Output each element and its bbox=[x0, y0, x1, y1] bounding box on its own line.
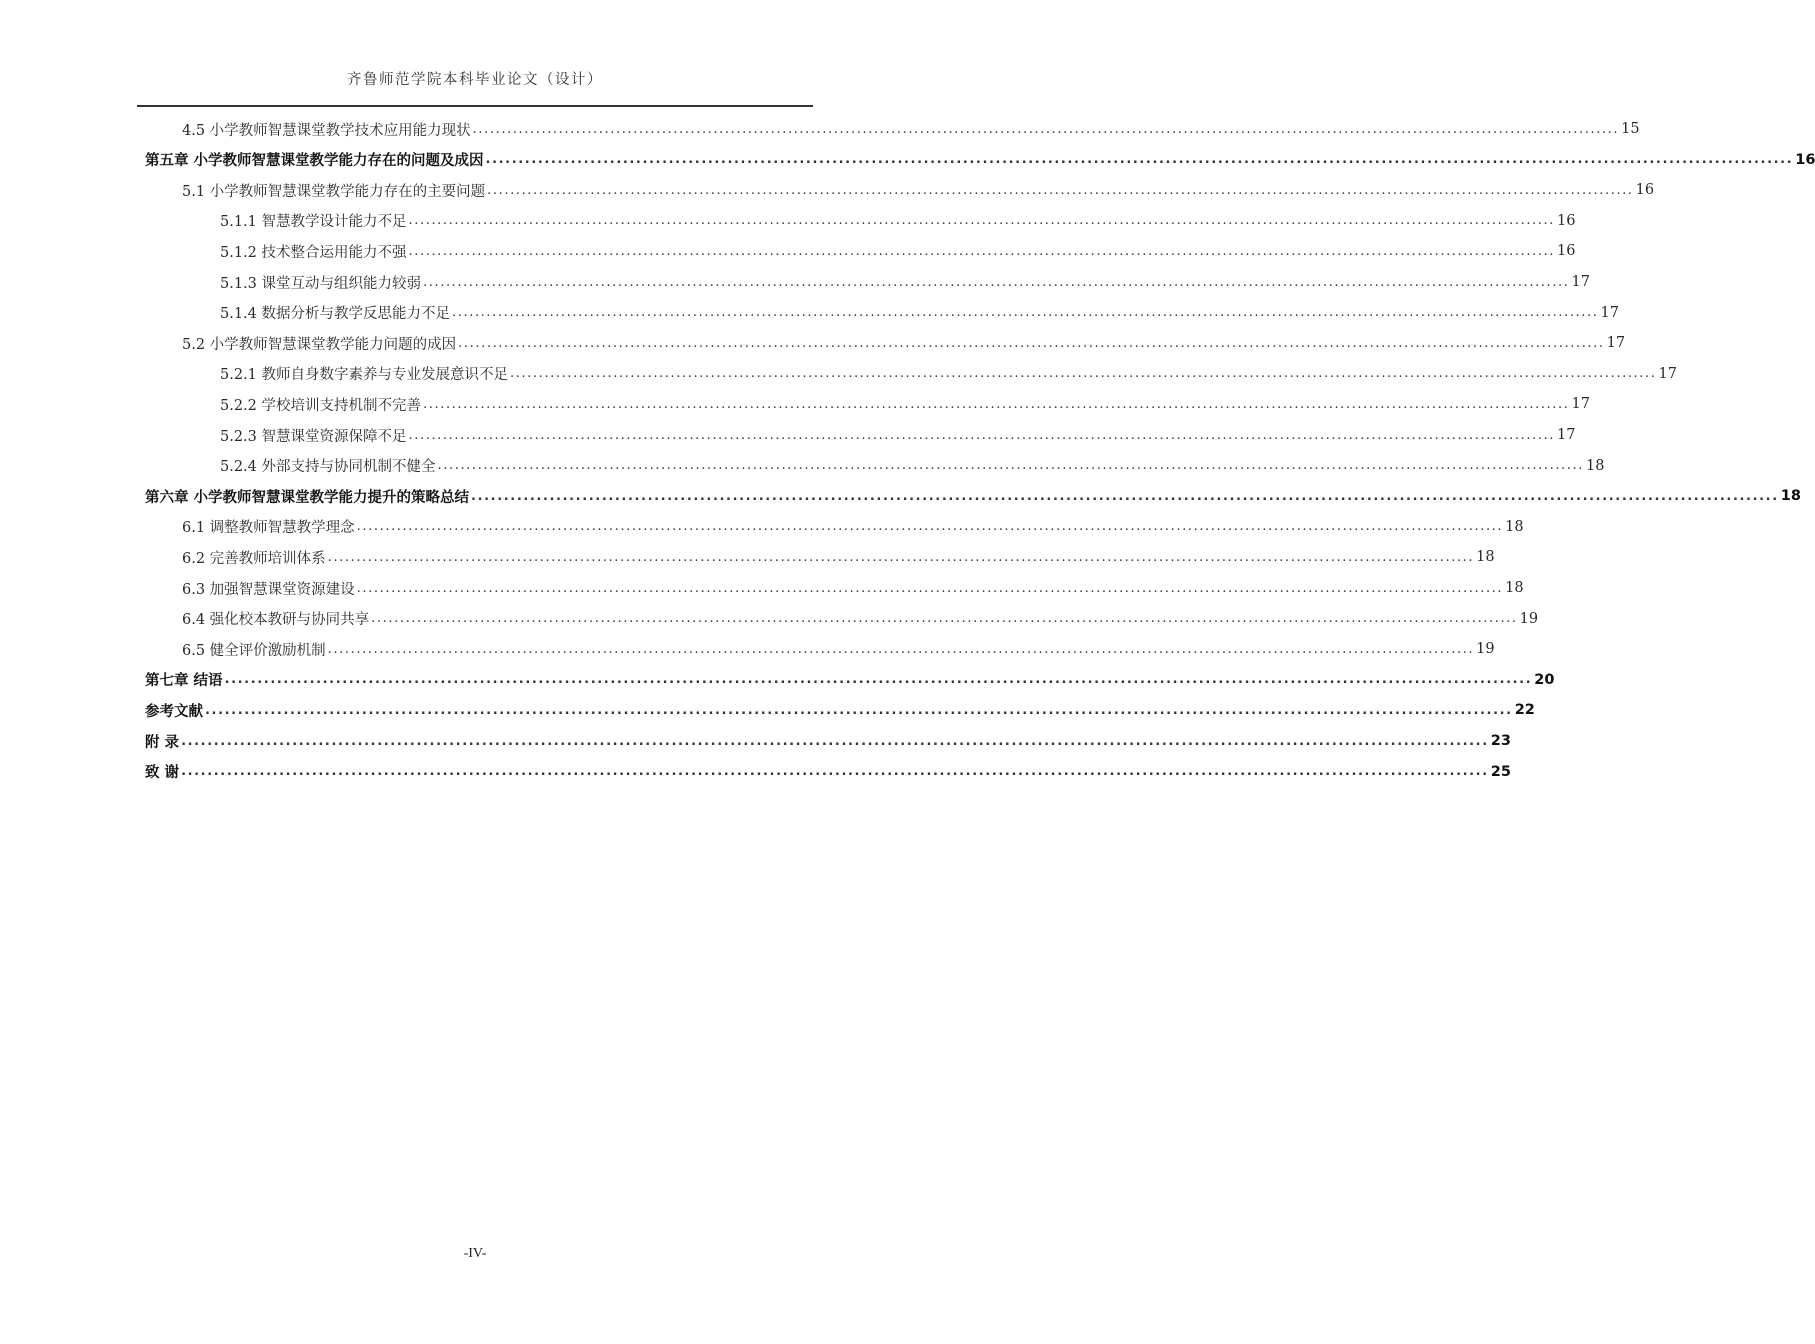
dot-leader: ........................................................................................................................................................................................................ bbox=[327, 641, 1475, 657]
toc-entry-label: 6.4 强化校本教研与协同共享 bbox=[182, 612, 370, 629]
toc-entry-label: 5.2 小学教师智慧课堂教学能力问题的成因 bbox=[182, 336, 457, 353]
toc-entry-label: 5.2.3 智慧课堂资源保障不足 bbox=[220, 428, 407, 445]
toc-entry-page: 25 bbox=[1490, 763, 1511, 780]
toc-entry-page: 17 bbox=[1658, 365, 1677, 382]
toc-entry-level-2[interactable] bbox=[182, 512, 1524, 542]
toc-entry-level-2[interactable] bbox=[182, 328, 1626, 358]
toc-entry-label: 6.5 健全评价激励机制 bbox=[182, 642, 326, 659]
toc-entry-level-1[interactable] bbox=[145, 726, 1511, 756]
toc-entry-level-2[interactable] bbox=[182, 114, 1640, 144]
toc-entry-page: 20 bbox=[1534, 671, 1555, 688]
toc-entry-label: 第七章 结语 bbox=[145, 673, 223, 690]
toc-entry-level-3[interactable] bbox=[220, 298, 1619, 328]
toc-entry-level-3[interactable] bbox=[220, 389, 1590, 419]
dot-leader: ........................................................................................................................................................................................................ bbox=[181, 764, 1489, 780]
toc-entry-level-2[interactable] bbox=[182, 604, 1539, 634]
toc-entry-level-3[interactable] bbox=[220, 206, 1576, 236]
dot-leader: ........................................................................................................................................................................................................ bbox=[510, 366, 1657, 382]
toc-entry-level-2[interactable] bbox=[182, 573, 1524, 603]
toc-entry-label: 5.2.1 教师自身数字素养与专业发展意识不足 bbox=[220, 367, 509, 384]
toc-entry-page: 16 bbox=[1556, 212, 1576, 229]
toc-entry-page: 18 bbox=[1505, 518, 1524, 535]
toc-entry-level-3[interactable] bbox=[220, 236, 1576, 266]
dot-leader: ........................................................................................................................................................................................................ bbox=[485, 152, 1794, 168]
toc-entry-label: 5.1.1 智慧教学设计能力不足 bbox=[220, 214, 407, 231]
toc-entry-level-1[interactable] bbox=[145, 665, 1555, 695]
dot-leader: ........................................................................................................................................................................................................ bbox=[458, 335, 1605, 351]
toc-entry-page: 19 bbox=[1519, 610, 1539, 627]
toc-entry-page: 17 bbox=[1606, 335, 1626, 352]
toc-entry-level-2[interactable] bbox=[182, 542, 1495, 572]
toc-entry-label: 第六章 小学教师智慧课堂教学能力提升的策略总结 bbox=[145, 489, 470, 506]
toc-entry-page: 23 bbox=[1490, 733, 1511, 749]
dot-leader: ........................................................................................................................................................................................................ bbox=[437, 458, 1584, 474]
toc-entry-level-1[interactable] bbox=[145, 757, 1511, 787]
dot-leader: ........................................................................................................................................................................................................ bbox=[327, 549, 1475, 565]
toc-entry-page: 18 bbox=[1780, 488, 1801, 505]
toc-entry-level-1[interactable] bbox=[145, 695, 1535, 725]
toc-entry-page: 18 bbox=[1476, 549, 1495, 566]
dot-leader: ........................................................................................................................................................................................................ bbox=[408, 213, 1555, 229]
dot-leader: ........................................................................................................................................................................................................ bbox=[408, 243, 1555, 259]
toc-entry-page: 16 bbox=[1795, 151, 1815, 168]
toc-entry-label: 5.1.2 技术整合运用能力不强 bbox=[220, 244, 407, 261]
dot-leader: ........................................................................................................................................................................................................ bbox=[356, 519, 1504, 535]
dot-leader: ........................................................................................................................................................................................................ bbox=[224, 672, 1533, 688]
toc-entry-level-3[interactable] bbox=[220, 267, 1590, 297]
toc-entry-page: 17 bbox=[1600, 304, 1619, 321]
toc-entry-page: 16 bbox=[1556, 243, 1576, 260]
dot-leader: ........................................................................................................................................................................................................ bbox=[487, 182, 1634, 198]
dot-leader: ........................................................................................................................................................................................................ bbox=[471, 488, 1779, 504]
toc-entry-level-1[interactable] bbox=[145, 481, 1801, 511]
dot-leader: ........................................................................................................................................................................................................ bbox=[423, 274, 1570, 290]
dot-leader: ........................................................................................................................................................................................................ bbox=[452, 305, 1599, 321]
toc-entry-label: 附 录 bbox=[145, 734, 180, 751]
toc-entry-page: 19 bbox=[1476, 641, 1495, 658]
toc-entry-page: 17 bbox=[1571, 274, 1590, 290]
toc-entry-level-3[interactable] bbox=[220, 420, 1576, 450]
dot-leader: ........................................................................................................................................................................................................ bbox=[423, 396, 1570, 412]
toc-entry-label: 5.2.4 外部支持与协同机制不健全 bbox=[220, 459, 436, 476]
toc-entry-label: 参考文献 bbox=[145, 703, 203, 720]
toc-entry-level-3[interactable] bbox=[220, 359, 1677, 389]
dot-leader: ........................................................................................................................................................................................................ bbox=[371, 611, 1518, 627]
toc-entry-page: 18 bbox=[1505, 580, 1524, 596]
toc-entry-page: 16 bbox=[1635, 182, 1655, 199]
toc-entry-label: 4.5 小学教师智慧课堂教学技术应用能力现状 bbox=[182, 122, 471, 139]
page-number: -IV- bbox=[463, 1246, 487, 1261]
dot-leader: ........................................................................................................................................................................................................ bbox=[356, 580, 1504, 596]
header-rule bbox=[137, 105, 813, 107]
toc-entry-label: 6.3 加强智慧课堂资源建设 bbox=[182, 581, 355, 598]
toc-entry-label: 致 谢 bbox=[145, 765, 180, 782]
toc-entry-label: 5.2.2 学校培训支持机制不完善 bbox=[220, 397, 422, 414]
dot-leader: ........................................................................................................................................................................................................ bbox=[205, 702, 1513, 718]
toc-entry-page: 22 bbox=[1514, 702, 1535, 719]
toc-entry-label: 第五章 小学教师智慧课堂教学能力存在的问题及成因 bbox=[145, 153, 484, 170]
toc-entry-page: 18 bbox=[1585, 457, 1605, 474]
toc-entry-label: 6.1 调整教师智慧教学理念 bbox=[182, 520, 355, 537]
toc-entry-level-3[interactable] bbox=[220, 451, 1605, 481]
toc-entry-level-2[interactable] bbox=[182, 175, 1655, 205]
toc-entry-level-2[interactable] bbox=[182, 634, 1495, 664]
dot-leader: ........................................................................................................................................................................................................ bbox=[181, 733, 1489, 749]
toc-entry-label: 5.1.3 课堂互动与组织能力较弱 bbox=[220, 275, 422, 292]
toc-entry-label: 5.1 小学教师智慧课堂教学能力存在的主要问题 bbox=[182, 183, 486, 200]
toc-entry-page: 15 bbox=[1621, 121, 1640, 137]
toc-entry-label: 6.2 完善教师培训体系 bbox=[182, 550, 326, 567]
dot-leader: ........................................................................................................................................................................................................ bbox=[408, 427, 1555, 443]
toc-entry-page: 17 bbox=[1571, 396, 1590, 413]
toc-entry-level-1[interactable] bbox=[145, 145, 1815, 175]
toc-entry-label: 5.1.4 数据分析与教学反思能力不足 bbox=[220, 306, 451, 323]
dot-leader: ........................................................................................................................................................................................................ bbox=[472, 121, 1620, 137]
running-header: 齐鲁师范学院本科毕业论文（设计） bbox=[347, 72, 603, 88]
toc-entry-page: 17 bbox=[1556, 427, 1576, 443]
